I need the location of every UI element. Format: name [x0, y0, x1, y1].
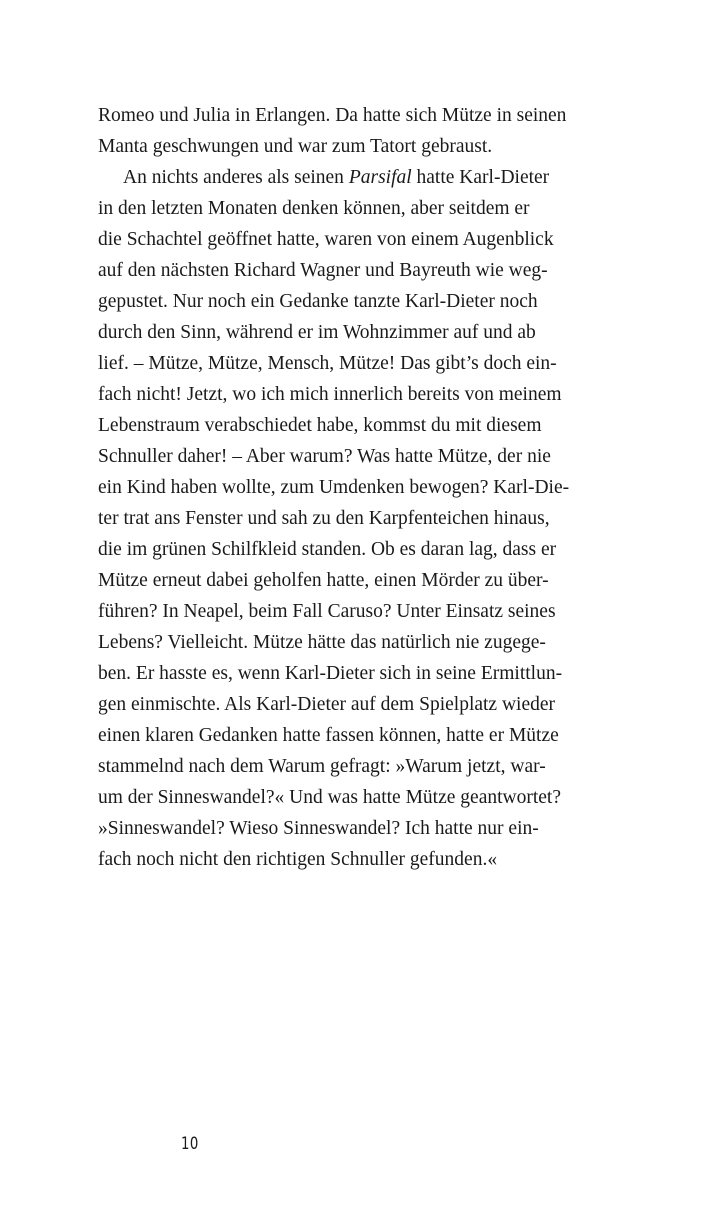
text-line: [98, 317, 633, 348]
text-line: [98, 348, 633, 379]
text-segment: um der Sinneswandel?« Und was hatte Mütze geantwortet?: [98, 787, 561, 808]
text-line: [98, 503, 633, 534]
text-line: [98, 162, 633, 193]
text-line: [98, 534, 633, 565]
text-segment: Mütze erneut dabei geholfen hatte, einen Mörder zu über-: [98, 570, 549, 591]
text-segment: gepustet. Nur noch ein Gedanke tanzte Karl-Dieter noch: [98, 291, 538, 312]
text-segment: führen? In Neapel, beim Fall Caruso? Unter Einsatz seines: [98, 601, 556, 622]
text-line: [98, 658, 633, 689]
page-number: 10: [181, 1134, 199, 1154]
text-segment: stammelnd nach dem Warum gefragt: »Warum jetzt, war-: [98, 756, 546, 777]
text-segment: fach noch nicht den richtigen Schnuller gefunden.«: [98, 849, 498, 870]
text-segment: einen klaren Gedanken hatte fassen können, hatte er Mütze: [98, 725, 559, 746]
text-segment: Lebenstraum verabschiedet habe, kommst du mit diesem: [98, 415, 542, 436]
italic-text: Parsifal: [348, 167, 412, 188]
text-line: [98, 255, 633, 286]
text-segment: gen einmischte. Als Karl-Dieter auf dem Spielplatz wieder: [98, 694, 556, 715]
text-line: [98, 441, 633, 472]
text-line: [98, 410, 633, 441]
text-segment: Lebens? Vielleicht. Mütze hätte das natürlich nie zugege-: [98, 632, 546, 653]
text-line: [98, 844, 633, 875]
text-segment: ter trat ans Fenster und sah zu den Karpfenteichen hinaus,: [98, 508, 550, 529]
text-segment: Schnuller daher! – Aber warum? Was hatte Mütze, der nie: [98, 446, 551, 467]
text-segment: ein Kind haben wollte, zum Umdenken bewogen? Karl-Die-: [98, 477, 570, 498]
text-segment: auf den nächsten Richard Wagner und Bayreuth wie weg-: [98, 260, 548, 281]
text-segment: durch den Sinn, während er im Wohnzimmer auf und ab: [98, 322, 536, 343]
text-line: [98, 565, 633, 596]
text-line: [98, 596, 633, 627]
text-line: [98, 193, 633, 224]
text-segment: Manta geschwungen und war zum Tatort gebraust.: [98, 136, 493, 157]
text-segment: die im grünen Schilfkleid standen. Ob es daran lag, dass er: [98, 539, 557, 560]
text-segment: die Schachtel geöffnet hatte, waren von einem Augenblick: [98, 229, 554, 250]
text-line: [98, 689, 633, 720]
text-line: [98, 100, 633, 131]
text-line: [98, 379, 633, 410]
text-block: [98, 100, 633, 875]
text-segment: An nichts anderes als seinen: [123, 167, 349, 188]
text-line: [98, 224, 633, 255]
text-segment: lief. – Mütze, Mütze, Mensch, Mütze! Das gibt’s doch ein-: [98, 353, 557, 374]
text-line: [98, 751, 633, 782]
text-segment: fach nicht! Jetzt, wo ich mich innerlich bereits von meinem: [98, 384, 562, 405]
text-line: [98, 813, 633, 844]
text-line: [98, 286, 633, 317]
text-line: [98, 131, 633, 162]
text-segment: Romeo und Julia in Erlangen. Da hatte sich Mütze in seinen: [98, 105, 567, 126]
paragraph: [98, 100, 633, 162]
text-line: [98, 627, 633, 658]
paragraph: [98, 162, 633, 875]
text-segment: »Sinneswandel? Wieso Sinneswandel? Ich hatte nur ein-: [98, 818, 539, 839]
text-line: [98, 720, 633, 751]
text-segment: in den letzten Monaten denken können, aber seitdem er: [98, 198, 530, 219]
text-segment: hatte Karl-Dieter: [411, 167, 550, 188]
text-segment: ben. Er hasste es, wenn Karl-Dieter sich in seine Ermittlun-: [98, 663, 563, 684]
text-line: [98, 472, 633, 503]
text-line: [98, 782, 633, 813]
